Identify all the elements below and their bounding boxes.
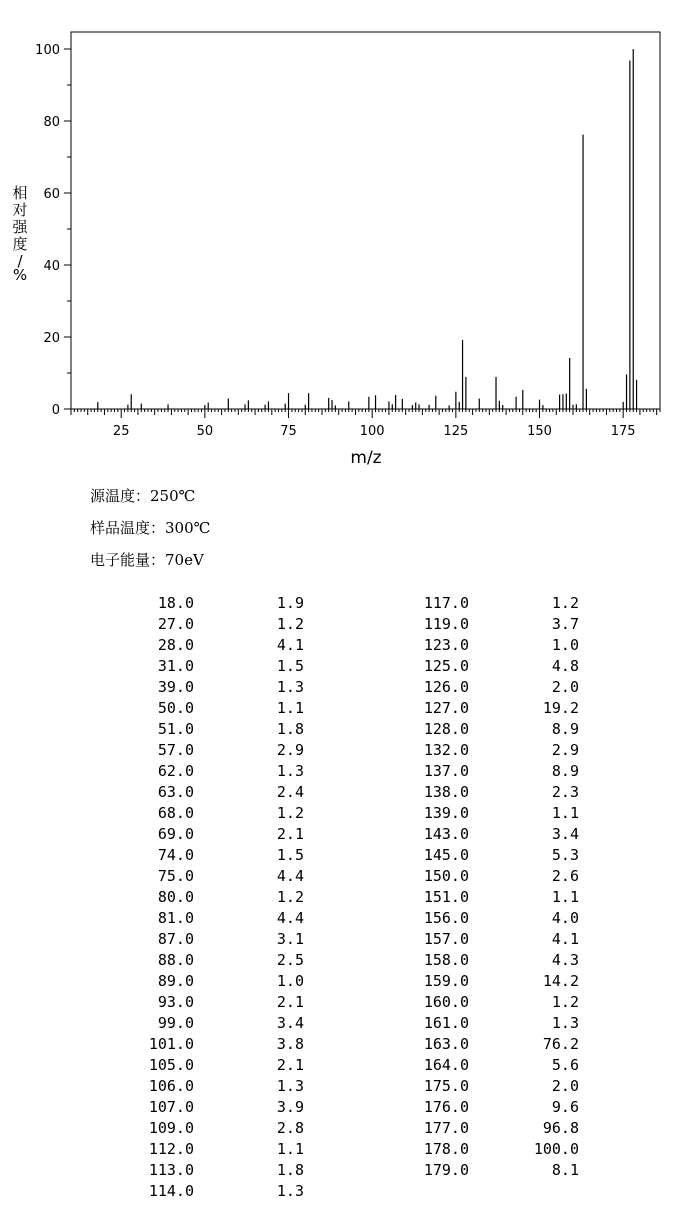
x-tick-label: 125 — [443, 424, 469, 439]
table-row — [399, 803, 579, 824]
mz-value: 99.0 — [157, 1014, 194, 1032]
mass-spectrum-chart — [0, 0, 696, 475]
table-row — [124, 1118, 304, 1139]
abundance-value: 1.8 — [276, 1161, 304, 1179]
condition-source-temp: 源温度：250℃ — [90, 487, 196, 505]
mz-value: 125.0 — [423, 657, 469, 675]
mz-value: 176.0 — [423, 1098, 469, 1116]
abundance-value: 4.0 — [551, 909, 579, 927]
abundance-value: 1.2 — [276, 804, 304, 822]
table-row — [399, 1013, 579, 1034]
abundance-value: 1.2 — [551, 993, 579, 1011]
table-row — [399, 992, 579, 1013]
abundance-value: 1.3 — [551, 1014, 579, 1032]
table-row — [399, 824, 579, 845]
mz-value: 150.0 — [423, 867, 469, 885]
table-row — [124, 698, 304, 719]
x-tick-label: 100 — [359, 424, 385, 439]
table-row — [399, 1034, 579, 1055]
table-row — [124, 866, 304, 887]
mz-value: 157.0 — [423, 930, 469, 948]
table-row — [124, 992, 304, 1013]
x-tick-label: 50 — [196, 424, 214, 439]
mz-value: 151.0 — [423, 888, 469, 906]
table-row — [399, 782, 579, 803]
mz-value: 68.0 — [157, 804, 194, 822]
mz-value: 113.0 — [148, 1161, 194, 1179]
abundance-value: 2.0 — [551, 1077, 579, 1095]
mz-value: 178.0 — [423, 1140, 469, 1158]
abundance-value: 1.2 — [551, 594, 579, 612]
table-row — [124, 1139, 304, 1160]
abundance-value: 1.5 — [276, 846, 304, 864]
table-row — [399, 593, 579, 614]
abundance-value: 1.1 — [276, 699, 304, 717]
mz-value: 123.0 — [423, 636, 469, 654]
mz-value: 81.0 — [157, 909, 194, 927]
mz-value: 39.0 — [157, 678, 194, 696]
abundance-value: 2.8 — [276, 1119, 304, 1137]
table-row — [399, 761, 579, 782]
mz-value: 28.0 — [157, 636, 194, 654]
abundance-value: 1.3 — [276, 678, 304, 696]
mz-value: 161.0 — [423, 1014, 469, 1032]
mz-value: 18.0 — [157, 594, 194, 612]
abundance-value: 2.4 — [276, 783, 304, 801]
mz-value: 127.0 — [423, 699, 469, 717]
table-row — [124, 887, 304, 908]
x-tick-label: 150 — [527, 424, 552, 439]
abundance-value: 4.1 — [276, 636, 304, 654]
abundance-value: 4.4 — [276, 867, 304, 885]
table-row — [124, 929, 304, 950]
y-tick-label: 20 — [43, 331, 60, 346]
mz-value: 175.0 — [423, 1077, 469, 1095]
abundance-value: 2.3 — [551, 783, 579, 801]
abundance-value: 14.2 — [542, 972, 579, 990]
abundance-value: 2.5 — [276, 951, 304, 969]
abundance-value: 1.3 — [276, 1077, 304, 1095]
peak-bars — [98, 49, 637, 409]
abundance-value: 8.9 — [551, 720, 579, 738]
abundance-value: 2.9 — [276, 741, 304, 759]
mz-value: 156.0 — [423, 909, 469, 927]
y-tick-label: 0 — [51, 403, 60, 418]
table-row — [399, 1076, 579, 1097]
mz-value: 93.0 — [157, 993, 194, 1011]
abundance-value: 4.1 — [551, 930, 579, 948]
abundance-value: 2.1 — [276, 825, 304, 843]
abundance-value: 2.1 — [276, 1056, 304, 1074]
table-row — [399, 866, 579, 887]
abundance-value: 1.3 — [276, 762, 304, 780]
table-row — [124, 803, 304, 824]
y-tick-label: 40 — [43, 259, 60, 274]
table-row — [124, 614, 304, 635]
abundance-value: 96.8 — [542, 1119, 579, 1137]
abundance-value: 1.1 — [551, 888, 579, 906]
abundance-value: 1.9 — [276, 594, 304, 612]
abundance-value: 8.1 — [551, 1161, 579, 1179]
abundance-value: 3.8 — [276, 1035, 304, 1053]
table-row — [124, 677, 304, 698]
mz-value: 159.0 — [423, 972, 469, 990]
x-tick-label: 175 — [610, 424, 636, 439]
table-row — [124, 1013, 304, 1034]
condition-electron-energy: 电子能量：70eV — [90, 551, 204, 569]
mz-value: 117.0 — [423, 594, 469, 612]
abundance-value: 76.2 — [542, 1035, 579, 1053]
plot-frame — [71, 32, 660, 409]
abundance-value: 1.2 — [276, 615, 304, 633]
y-tick-label: 60 — [43, 187, 60, 202]
mz-value: 75.0 — [157, 867, 194, 885]
table-row — [399, 971, 579, 992]
table-row — [399, 845, 579, 866]
y-axis-label: 相对强度/ % — [12, 184, 28, 284]
table-row — [399, 677, 579, 698]
abundance-value: 3.7 — [551, 615, 579, 633]
mz-value: 139.0 — [423, 804, 469, 822]
mz-value: 143.0 — [423, 825, 469, 843]
mz-value: 87.0 — [157, 930, 194, 948]
mz-value: 119.0 — [423, 615, 469, 633]
table-row — [124, 761, 304, 782]
y-axis — [35, 43, 71, 418]
table-row — [399, 1139, 579, 1160]
abundance-value: 1.1 — [551, 804, 579, 822]
table-row — [399, 929, 579, 950]
abundance-value: 4.4 — [276, 909, 304, 927]
mz-value: 89.0 — [157, 972, 194, 990]
mz-value: 138.0 — [423, 783, 469, 801]
table-row — [124, 656, 304, 677]
mz-value: 80.0 — [157, 888, 194, 906]
abundance-value: 1.5 — [276, 657, 304, 675]
table-row — [124, 845, 304, 866]
abundance-value: 1.2 — [276, 888, 304, 906]
mz-value: 126.0 — [423, 678, 469, 696]
table-row — [124, 950, 304, 971]
table-row — [124, 1181, 304, 1202]
abundance-value: 100.0 — [533, 1140, 579, 1158]
table-row — [399, 1055, 579, 1076]
table-row — [399, 950, 579, 971]
mz-value: 128.0 — [423, 720, 469, 738]
table-row — [399, 887, 579, 908]
mz-value: 57.0 — [157, 741, 194, 759]
table-row — [124, 971, 304, 992]
mz-value: 50.0 — [157, 699, 194, 717]
mz-value: 177.0 — [423, 1119, 469, 1137]
mz-value: 158.0 — [423, 951, 469, 969]
mz-value: 160.0 — [423, 993, 469, 1011]
abundance-value: 2.6 — [551, 867, 579, 885]
table-row — [399, 1160, 579, 1181]
abundance-value: 4.3 — [551, 951, 579, 969]
mz-value: 62.0 — [157, 762, 194, 780]
table-row — [124, 740, 304, 761]
abundance-value: 3.9 — [276, 1098, 304, 1116]
mz-value: 88.0 — [157, 951, 194, 969]
table-row — [124, 824, 304, 845]
x-axis — [71, 409, 660, 439]
table-row — [399, 740, 579, 761]
table-row — [124, 635, 304, 656]
abundance-value: 1.1 — [276, 1140, 304, 1158]
table-row — [124, 1097, 304, 1118]
abundance-value: 2.0 — [551, 678, 579, 696]
mz-value: 101.0 — [148, 1035, 194, 1053]
table-row — [399, 698, 579, 719]
abundance-value: 9.6 — [551, 1098, 579, 1116]
mz-value: 114.0 — [148, 1182, 194, 1200]
abundance-value: 1.8 — [276, 720, 304, 738]
table-row — [124, 1034, 304, 1055]
table-row — [399, 656, 579, 677]
mz-value: 163.0 — [423, 1035, 469, 1053]
y-tick-label: 100 — [35, 43, 60, 58]
table-row — [124, 1055, 304, 1076]
mz-value: 69.0 — [157, 825, 194, 843]
mz-value: 51.0 — [157, 720, 194, 738]
mz-value: 74.0 — [157, 846, 194, 864]
table-row — [399, 635, 579, 656]
abundance-value: 5.3 — [551, 846, 579, 864]
table-row — [399, 908, 579, 929]
table-row — [124, 1160, 304, 1181]
x-tick-label: 75 — [280, 424, 297, 439]
abundance-value: 1.0 — [276, 972, 304, 990]
abundance-value: 5.6 — [551, 1056, 579, 1074]
table-row — [124, 1076, 304, 1097]
mz-value: 145.0 — [423, 846, 469, 864]
abundance-value: 3.1 — [276, 930, 304, 948]
mz-value: 137.0 — [423, 762, 469, 780]
x-axis-label: m/z — [350, 448, 382, 468]
mz-value: 132.0 — [423, 741, 469, 759]
mz-value: 109.0 — [148, 1119, 194, 1137]
condition-sample-temp: 样品温度：300℃ — [90, 519, 211, 537]
mz-value: 112.0 — [148, 1140, 194, 1158]
abundance-value: 2.1 — [276, 993, 304, 1011]
abundance-value: 3.4 — [276, 1014, 304, 1032]
mz-value: 105.0 — [148, 1056, 194, 1074]
table-row — [124, 782, 304, 803]
x-tick-label: 25 — [112, 424, 130, 439]
table-row — [124, 908, 304, 929]
mz-value: 107.0 — [148, 1098, 194, 1116]
table-row — [124, 593, 304, 614]
table-row — [399, 1097, 579, 1118]
mz-value: 27.0 — [157, 615, 194, 633]
abundance-value: 2.9 — [551, 741, 579, 759]
abundance-value: 19.2 — [542, 699, 579, 717]
mz-value: 179.0 — [423, 1161, 469, 1179]
abundance-value: 1.3 — [276, 1182, 304, 1200]
abundance-value: 8.9 — [551, 762, 579, 780]
table-row — [399, 1118, 579, 1139]
mz-value: 63.0 — [157, 783, 194, 801]
abundance-value: 1.0 — [551, 636, 579, 654]
mz-value: 31.0 — [157, 657, 194, 675]
abundance-value: 3.4 — [551, 825, 579, 843]
mz-value: 164.0 — [423, 1056, 469, 1074]
mz-value: 106.0 — [148, 1077, 194, 1095]
y-tick-label: 80 — [43, 115, 60, 130]
table-row — [124, 719, 304, 740]
abundance-value: 4.8 — [551, 657, 579, 675]
table-row — [399, 719, 579, 740]
table-row — [399, 614, 579, 635]
